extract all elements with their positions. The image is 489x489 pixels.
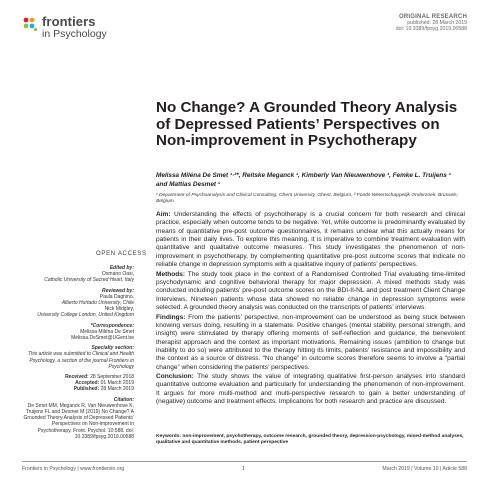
abstract-findings: Findings: From the patients’ perspective, non-improvement can be understood as being stuck between knowing versus doing, resulting in a stalemate. Positive changes (mental stability, personal strength, and insight) were stimulated by therapy offering moments of self-reflection and guidance, the benevolent therapist approach and the context as important motivations. Remaining issues (ambition to change but inability to do so) were attributed to the therapy hitting its limits, patients’ resistance and impossibility and the context as a source of distress. “No change” in outcome scores therefore seems to involve a “partial change” when considering the patients’ perspectives. bbox=[156, 313, 465, 371]
journal-name: in Psychology bbox=[42, 28, 107, 40]
reviewer-2-affiliation: University College London, United Kingdom bbox=[37, 312, 134, 319]
methods-label: Methods: bbox=[156, 270, 186, 278]
abstract-conclusion: Conclusion: The study shows the value of integrating qualitative first-person analyses into standard quantitative outcome evaluation and particularly for understanding the phenomenon of non-improvement. It argues for more multi-method and multi-perspective research to gain a better understanding of (negative) outcome and treatment effects. Implications for both research and practice are discussed. bbox=[156, 373, 465, 406]
article-title: No Change? A Grounded Theory Analysis of Depressed Patients’ Perspectives on Non-improvement in Psychotherapy bbox=[156, 99, 458, 149]
reviewer-1-name: Paula Dagnino, bbox=[99, 293, 134, 300]
published-date: published: 28 March 2019 bbox=[407, 20, 467, 26]
findings-label: Findings: bbox=[156, 313, 186, 321]
published-label: Published: bbox=[73, 386, 100, 393]
edited-by-label: Edited by: bbox=[109, 265, 134, 271]
accepted-date: Accepted: 01 March 2019 bbox=[75, 380, 134, 387]
correspondence-email[interactable]: Melissa.DeSmet@UGent.be bbox=[71, 335, 134, 342]
footer-journal-link[interactable]: Frontiers in Psychology | www.frontiersin.org bbox=[22, 466, 125, 472]
open-access-label: OPEN ACCESS bbox=[96, 251, 147, 257]
author-list[interactable]: Melissa Miléna De Smet ¹·²*, Reitske Meganck ¹, Kimberly Van Nieuwenhove ¹, Femke L. Truijens ¹ and Mattias Desmet ¹ bbox=[156, 172, 451, 188]
citation-label: Citation: bbox=[113, 396, 134, 403]
specialty-section-text: This article was submitted to Clinical and Health Psychology, a section of the journal Frontiers in Psychology bbox=[27, 351, 134, 370]
accepted-label: Accepted: bbox=[75, 380, 100, 387]
frontiers-logo-icon bbox=[22, 16, 38, 32]
keywords-label: Keywords: bbox=[156, 434, 182, 439]
abstract-background: Aim: Understanding the effects of psychotherapy is a crucial concern for both research and clinical practice, especially when outcome tends to be negative. Yet, while outcome is predominantly evaluated by means of quantitative pre-post outcome questionnaires, it remains unclear what this actually means for patients in their daily lives. To explore this meaning, it is imperative to combine treatment evaluation with quantitative and qualitative outcome measures. This study investigates the phenomenon of non-improvement in psychotherapy, by complementing quantitative pre-post outcome scores that indicate no reliable change in depression symptoms with a qualitative inquiry of patients’ perspectives. bbox=[156, 211, 465, 269]
affiliations: ¹ Department of Psychoanalysis and Clinical Consulting, Ghent University, Ghent, Belgium, ² Fonds Wetenschappelijk Onderzoek, Brussels, Belgium bbox=[156, 193, 459, 205]
footer-issue-info: March 2019 | Volume 10 | Article 588 bbox=[382, 466, 467, 472]
received-date: Received: 28 September 2018 bbox=[65, 374, 134, 381]
editor-name: Osmano Oasi, bbox=[102, 271, 134, 278]
page-number: 1 bbox=[242, 466, 245, 472]
article-type: ORIGINAL RESEARCH bbox=[399, 14, 467, 20]
journal-logo[interactable] bbox=[22, 14, 132, 44]
aim-label: Aim: bbox=[156, 211, 171, 218]
keywords bbox=[156, 434, 465, 447]
doi-link[interactable]: doi: 10.3389/fpsyg.2019.00588 bbox=[395, 26, 467, 33]
article-meta-header bbox=[396, 14, 467, 33]
abstract bbox=[156, 211, 465, 408]
correspondence-label: *Correspondence: bbox=[90, 322, 134, 329]
specialty-section-label: Specialty section: bbox=[91, 345, 134, 352]
reviewer-1-affiliation: Alberto Hurtado University, Chile bbox=[61, 300, 134, 307]
keywords-list: non-improvement, psychotherapy, outcome research, grounded theory, depression-psychology, mixed-method analyses, qualitative and quantitative methods, patient perspective bbox=[156, 434, 464, 446]
abstract-methods: Methods: The study took place in the context of a Randomised Controlled Trial evaluating time-limited psychodynamic and cognitive behavioral therapy for major depression. A mixed methods study was conducted including patients’ pre-post outcome scores on the BDI-II-NL and post treatment Client Change Interviews. Nineteen patients whose data showed no reliable change in depression symptoms were selected. A grounded theory analysis was conducted on the transcripts of patients’ interviews. bbox=[156, 270, 465, 311]
editor-affiliation: Catholic University of Sacred Heart, Italy bbox=[44, 277, 134, 284]
published-date-sidebar: Published: 28 March 2019 bbox=[73, 386, 134, 393]
article-info-sidebar bbox=[22, 265, 134, 440]
correspondence-name: Melissa Miléna De Smet bbox=[80, 328, 134, 335]
footer-divider bbox=[22, 461, 467, 462]
citation-text: De Smet MM, Meganck R, Van Nieuwenhove K, Truijens FL and Desmet M (2019) No Change? A Grounded Theory Analysis of Depressed Patients’ Perspectives on Non-improvement in Psychotherapy. Front. Psychol. 10:588. doi: 10.3389/fpsyg.2019.00588 bbox=[23, 402, 134, 440]
reviewed-by-label: Reviewed by: bbox=[102, 287, 134, 294]
conclusion-label: Conclusion: bbox=[156, 373, 194, 381]
brand-name: frontiers bbox=[42, 14, 96, 29]
received-label: Received: bbox=[65, 374, 89, 381]
reviewer-2-name: Nick Midgley, bbox=[104, 306, 134, 313]
